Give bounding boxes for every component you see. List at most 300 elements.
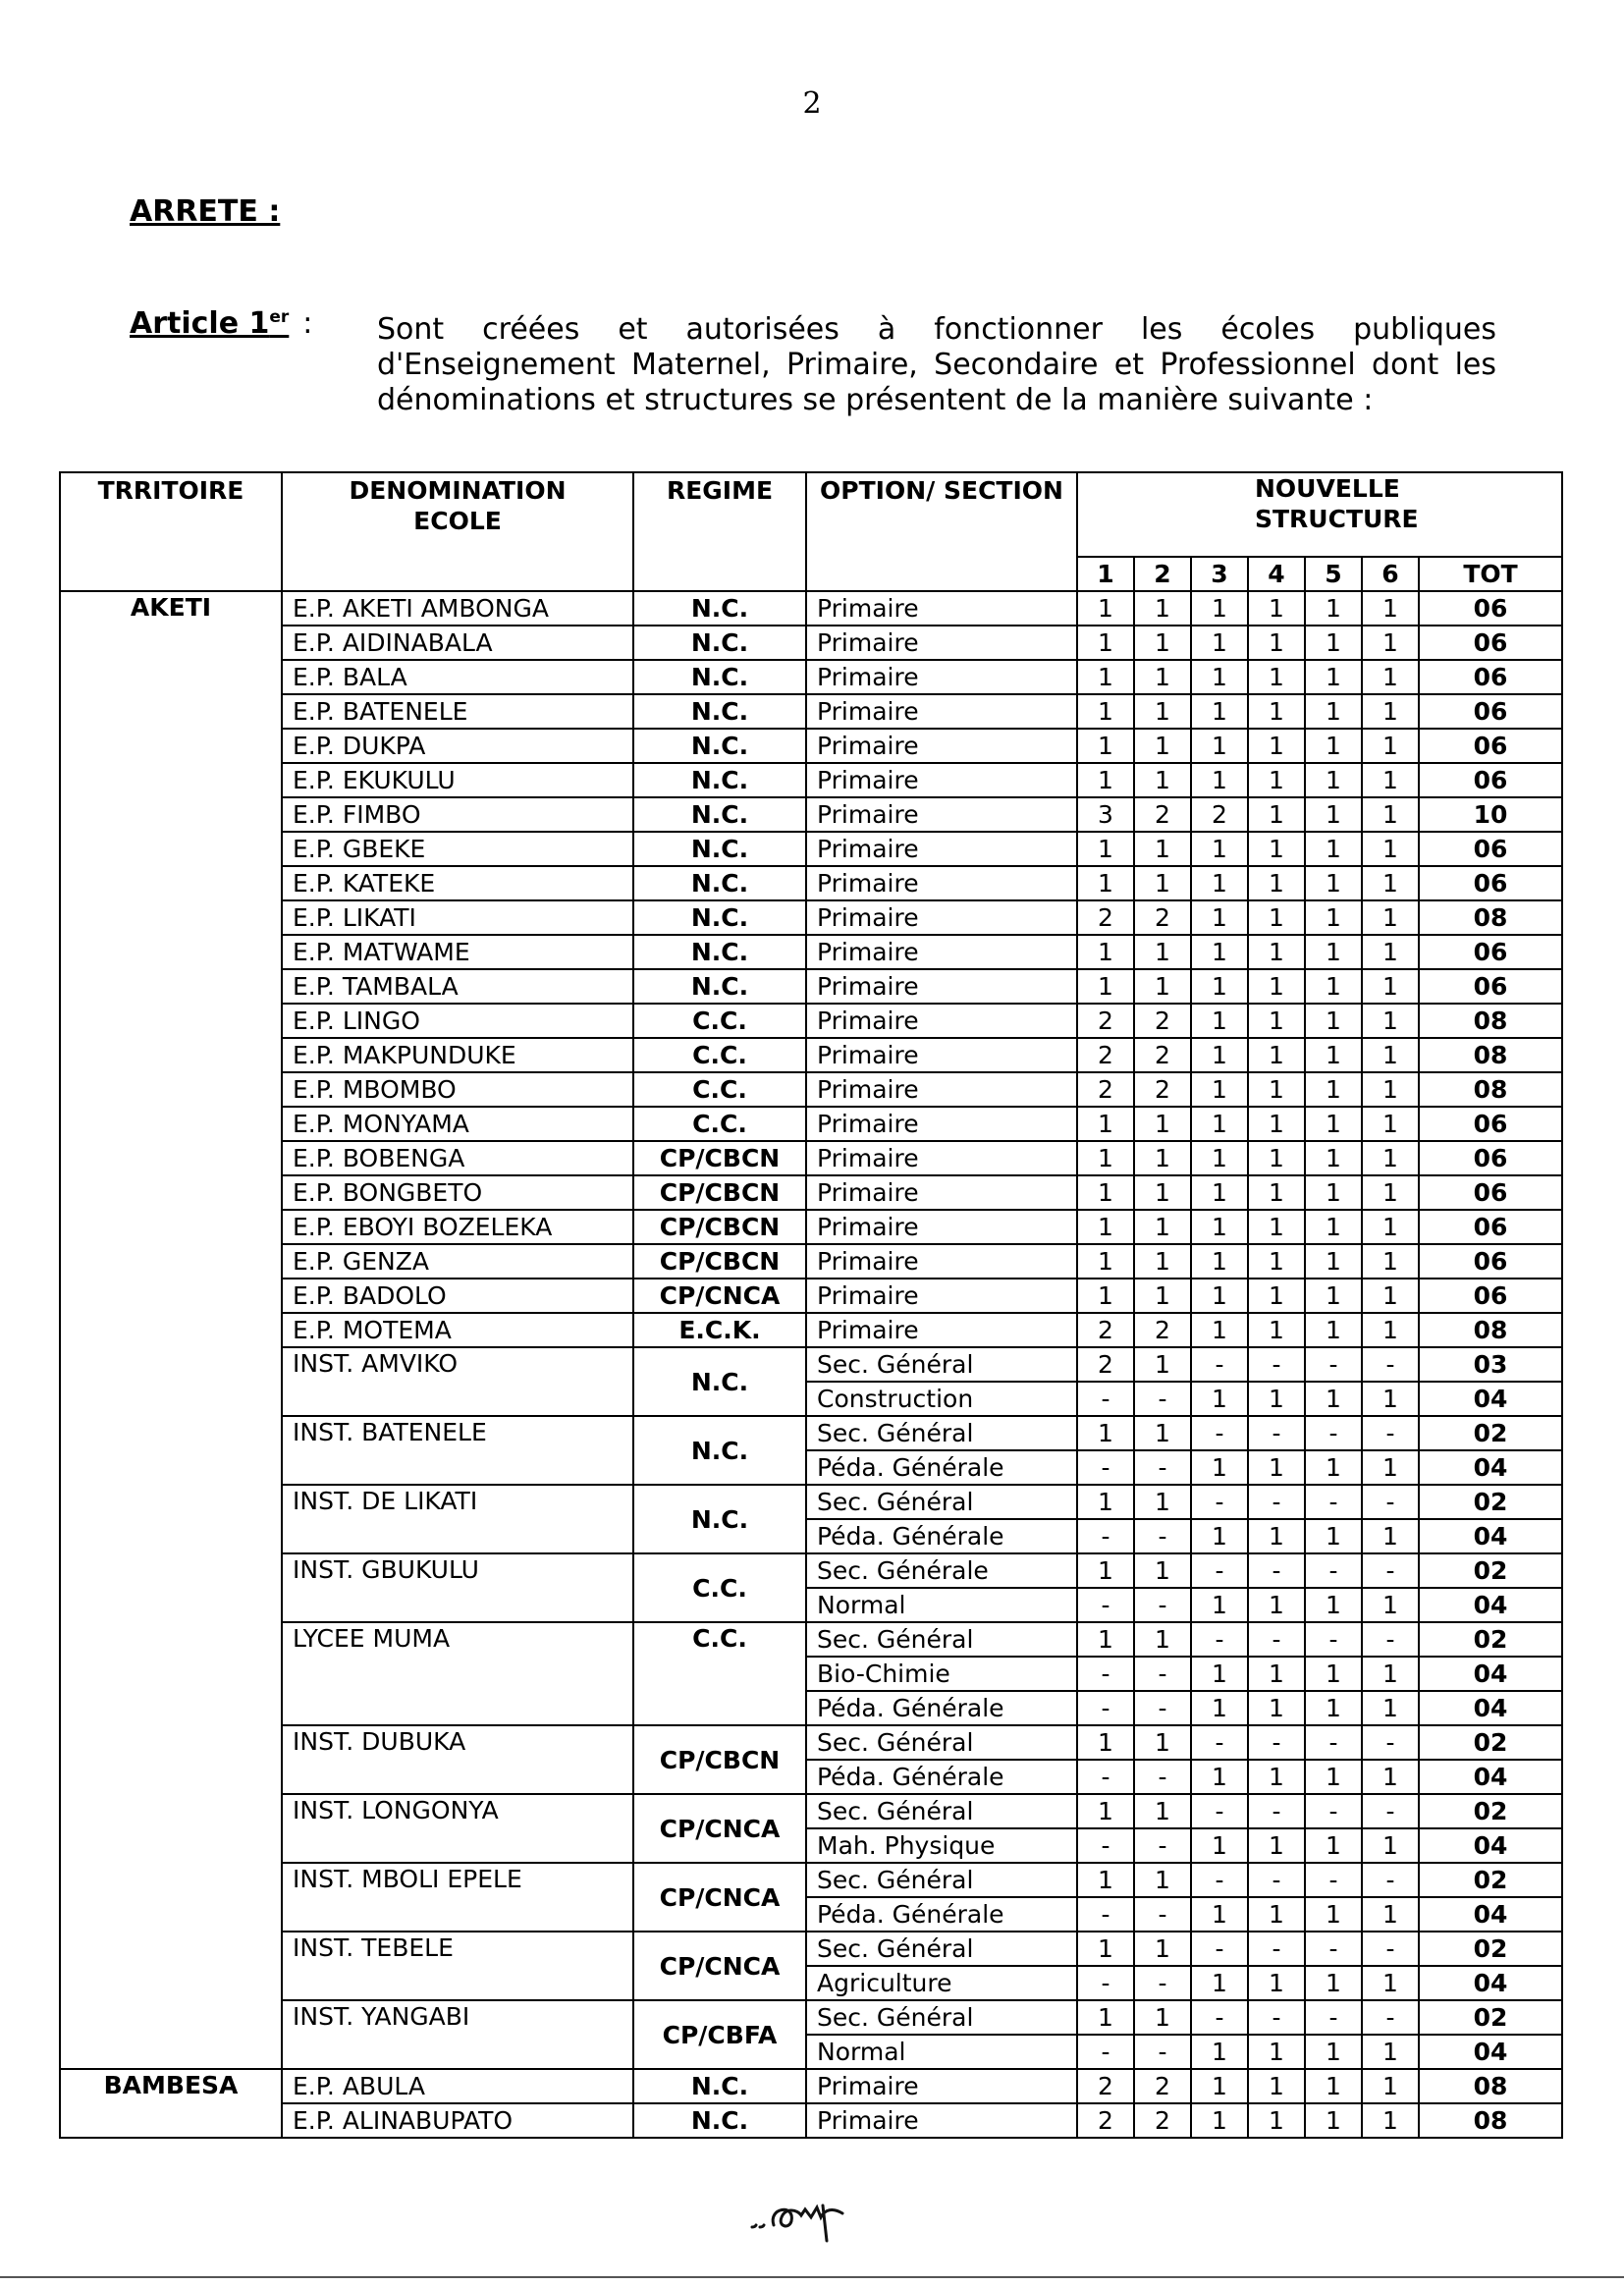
school-name-cell: E.P. ALINABUPATO <box>282 2103 633 2138</box>
level-6-cell: 1 <box>1362 1588 1419 1622</box>
total-cell: 06 <box>1419 626 1562 660</box>
school-name-cell: E.P. BONGBETO <box>282 1175 633 1210</box>
level-1-cell: 2 <box>1077 900 1134 935</box>
total-cell: 04 <box>1419 1828 1562 1863</box>
level-1-cell: - <box>1077 1382 1134 1416</box>
arrete-heading: ARRETE : <box>130 194 281 229</box>
total-cell: 06 <box>1419 660 1562 694</box>
option-cell: Primaire <box>806 832 1077 866</box>
level-1-cell: 1 <box>1077 1863 1134 1897</box>
school-name-cell: E.P. EBOYI BOZELEKA <box>282 1210 633 1244</box>
total-cell: 06 <box>1419 969 1562 1004</box>
level-1-cell: 2 <box>1077 1072 1134 1107</box>
school-name-cell: E.P. GENZA <box>282 1244 633 1279</box>
level-1-cell: 1 <box>1077 1932 1134 1966</box>
option-cell: Primaire <box>806 2069 1077 2103</box>
level-1-cell: 1 <box>1077 1794 1134 1828</box>
level-4-cell: - <box>1248 1863 1305 1897</box>
level-6-cell: - <box>1362 1622 1419 1657</box>
level-5-cell: 1 <box>1305 1210 1362 1244</box>
school-name-cell: INST. BATENELE <box>282 1416 633 1485</box>
total-cell: 06 <box>1419 1279 1562 1313</box>
level-2-cell: 1 <box>1134 1794 1191 1828</box>
school-name-cell: INST. LONGONYA <box>282 1794 633 1863</box>
school-name-cell: E.P. AIDINABALA <box>282 626 633 660</box>
level-6-cell: 1 <box>1362 1657 1419 1691</box>
school-name-cell: E.P. MAKPUNDUKE <box>282 1038 633 1072</box>
level-3-cell: 1 <box>1191 900 1248 935</box>
total-cell: 08 <box>1419 2103 1562 2138</box>
level-1-cell: 1 <box>1077 1141 1134 1175</box>
level-6-cell: 1 <box>1362 2103 1419 2138</box>
level-6-cell: - <box>1362 1347 1419 1382</box>
regime-cell: CP/CBCN <box>633 1210 806 1244</box>
level-6-cell: 1 <box>1362 1072 1419 1107</box>
level-6-cell: 1 <box>1362 1760 1419 1794</box>
school-name-cell: INST. DE LIKATI <box>282 1485 633 1553</box>
level-2-cell: 1 <box>1134 866 1191 900</box>
level-4-cell: 1 <box>1248 1691 1305 1725</box>
option-cell: Péda. Générale <box>806 1760 1077 1794</box>
option-cell: Primaire <box>806 1072 1077 1107</box>
regime-cell: C.C. <box>633 1107 806 1141</box>
level-5-cell: 1 <box>1305 2035 1362 2069</box>
level-2-cell: 1 <box>1134 660 1191 694</box>
level-5-cell: 1 <box>1305 1691 1362 1725</box>
level-2-cell: - <box>1134 1450 1191 1485</box>
level-4-cell: 1 <box>1248 935 1305 969</box>
level-3-cell: 2 <box>1191 797 1248 832</box>
level-5-cell: 1 <box>1305 2069 1362 2103</box>
level-3-cell: 1 <box>1191 1691 1248 1725</box>
school-name-cell: E.P. FIMBO <box>282 797 633 832</box>
level-2-cell: - <box>1134 1828 1191 1863</box>
level-4-cell: 1 <box>1248 1828 1305 1863</box>
level-6-cell: 1 <box>1362 626 1419 660</box>
option-cell: Primaire <box>806 866 1077 900</box>
option-cell: Péda. Générale <box>806 1450 1077 1485</box>
level-4-cell: 1 <box>1248 1107 1305 1141</box>
option-cell: Construction <box>806 1382 1077 1416</box>
regime-cell: C.C. <box>633 1038 806 1072</box>
level-6-cell: 1 <box>1362 900 1419 935</box>
level-1-cell: 2 <box>1077 1004 1134 1038</box>
level-4-cell: 1 <box>1248 729 1305 763</box>
level-5-cell: - <box>1305 1347 1362 1382</box>
level-2-cell: 1 <box>1134 1932 1191 1966</box>
level-3-cell: - <box>1191 1932 1248 1966</box>
level-4-cell: 1 <box>1248 1141 1305 1175</box>
school-name-cell: E.P. ABULA <box>282 2069 633 2103</box>
level-3-cell: 1 <box>1191 1175 1248 1210</box>
level-2-cell: 1 <box>1134 1553 1191 1588</box>
regime-cell: N.C. <box>633 763 806 797</box>
school-name-cell: INST. DUBUKA <box>282 1725 633 1794</box>
level-5-cell: 1 <box>1305 1072 1362 1107</box>
regime-cell: N.C. <box>633 900 806 935</box>
level-5-cell: - <box>1305 1553 1362 1588</box>
level-6-cell: 1 <box>1362 1244 1419 1279</box>
option-cell: Primaire <box>806 729 1077 763</box>
level-3-cell: - <box>1191 1725 1248 1760</box>
total-cell: 06 <box>1419 763 1562 797</box>
level-6-cell: 1 <box>1362 797 1419 832</box>
header-nouvelle-structure: NOUVELLE STRUCTURE <box>1077 472 1562 557</box>
level-5-cell: 1 <box>1305 763 1362 797</box>
total-cell: 10 <box>1419 797 1562 832</box>
level-6-cell: 1 <box>1362 1279 1419 1313</box>
level-2-cell: - <box>1134 1966 1191 2000</box>
total-cell: 08 <box>1419 1004 1562 1038</box>
level-3-cell: 1 <box>1191 832 1248 866</box>
school-name-cell: E.P. BATENELE <box>282 694 633 729</box>
level-6-cell: - <box>1362 1553 1419 1588</box>
level-1-cell: 1 <box>1077 2000 1134 2035</box>
level-5-cell: 1 <box>1305 2103 1362 2138</box>
total-cell: 04 <box>1419 1519 1562 1553</box>
option-cell: Primaire <box>806 969 1077 1004</box>
option-cell: Primaire <box>806 1313 1077 1347</box>
school-name-cell: E.P. MATWAME <box>282 935 633 969</box>
option-cell: Primaire <box>806 626 1077 660</box>
level-1-cell: 1 <box>1077 1553 1134 1588</box>
level-6-cell: 1 <box>1362 1313 1419 1347</box>
level-5-cell: 1 <box>1305 969 1362 1004</box>
option-cell: Sec. Général <box>806 1794 1077 1828</box>
header-level-2: 2 <box>1134 557 1191 591</box>
page-number: 2 <box>802 86 822 121</box>
school-name-cell: E.P. AKETI AMBONGA <box>282 591 633 626</box>
option-cell: Primaire <box>806 1210 1077 1244</box>
total-cell: 04 <box>1419 2035 1562 2069</box>
school-name-cell: E.P. EKUKULU <box>282 763 633 797</box>
level-3-cell: - <box>1191 1794 1248 1828</box>
level-2-cell: 1 <box>1134 1210 1191 1244</box>
school-name-cell: E.P. GBEKE <box>282 832 633 866</box>
total-cell: 04 <box>1419 1657 1562 1691</box>
regime-cell: N.C. <box>633 832 806 866</box>
level-3-cell: 1 <box>1191 1966 1248 2000</box>
regime-cell: N.C. <box>633 1485 806 1553</box>
level-3-cell: 1 <box>1191 1760 1248 1794</box>
level-4-cell: 1 <box>1248 1210 1305 1244</box>
level-2-cell: 2 <box>1134 1072 1191 1107</box>
regime-cell: N.C. <box>633 866 806 900</box>
table-row <box>60 1107 1562 1141</box>
level-6-cell: 1 <box>1362 1141 1419 1175</box>
level-4-cell: - <box>1248 1725 1305 1760</box>
regime-cell: CP/CBCN <box>633 1141 806 1175</box>
level-3-cell: - <box>1191 1863 1248 1897</box>
level-3-cell: 1 <box>1191 694 1248 729</box>
table-row <box>60 1347 1562 1382</box>
level-2-cell: 2 <box>1134 1004 1191 1038</box>
level-5-cell: - <box>1305 1794 1362 1828</box>
option-cell: Primaire <box>806 1038 1077 1072</box>
table-row <box>60 1244 1562 1279</box>
level-2-cell: 1 <box>1134 1725 1191 1760</box>
level-2-cell: 1 <box>1134 2000 1191 2035</box>
territoire-cell: BAMBESA <box>60 2069 282 2138</box>
level-2-cell: 1 <box>1134 832 1191 866</box>
level-6-cell: - <box>1362 1725 1419 1760</box>
total-cell: 06 <box>1419 1107 1562 1141</box>
level-3-cell: 1 <box>1191 729 1248 763</box>
level-2-cell: 1 <box>1134 1863 1191 1897</box>
level-1-cell: - <box>1077 1897 1134 1932</box>
option-cell: Primaire <box>806 1279 1077 1313</box>
level-1-cell: 1 <box>1077 1107 1134 1141</box>
level-2-cell: - <box>1134 1760 1191 1794</box>
level-6-cell: 1 <box>1362 1450 1419 1485</box>
level-3-cell: 1 <box>1191 1279 1248 1313</box>
header-level-tot: TOT <box>1419 557 1562 591</box>
level-5-cell: - <box>1305 2000 1362 2035</box>
level-5-cell: 1 <box>1305 1107 1362 1141</box>
level-1-cell: 1 <box>1077 1279 1134 1313</box>
school-name-cell: E.P. MONYAMA <box>282 1107 633 1141</box>
level-5-cell: 1 <box>1305 660 1362 694</box>
level-2-cell: 1 <box>1134 1244 1191 1279</box>
level-5-cell: 1 <box>1305 591 1362 626</box>
option-cell: Normal <box>806 1588 1077 1622</box>
total-cell: 02 <box>1419 1725 1562 1760</box>
total-cell: 08 <box>1419 1313 1562 1347</box>
total-cell: 04 <box>1419 1450 1562 1485</box>
level-1-cell: 1 <box>1077 1244 1134 1279</box>
total-cell: 02 <box>1419 1485 1562 1519</box>
level-5-cell: - <box>1305 1863 1362 1897</box>
regime-cell: CP/CBCN <box>633 1725 806 1794</box>
table-row <box>60 1553 1562 1588</box>
level-3-cell: 1 <box>1191 1210 1248 1244</box>
level-1-cell: - <box>1077 2035 1134 2069</box>
option-cell: Bio-Chimie <box>806 1657 1077 1691</box>
table-row <box>60 660 1562 694</box>
level-5-cell: - <box>1305 1416 1362 1450</box>
level-4-cell: 1 <box>1248 1450 1305 1485</box>
level-6-cell: 1 <box>1362 1382 1419 1416</box>
total-cell: 06 <box>1419 1244 1562 1279</box>
regime-cell: C.C. <box>633 1553 806 1622</box>
regime-cell: C.C. <box>633 1072 806 1107</box>
level-3-cell: 1 <box>1191 626 1248 660</box>
table-row <box>60 1622 1562 1657</box>
option-cell: Primaire <box>806 2103 1077 2138</box>
regime-cell: CP/CNCA <box>633 1863 806 1932</box>
option-cell: Primaire <box>806 797 1077 832</box>
table-row <box>60 935 1562 969</box>
regime-cell: N.C. <box>633 2103 806 2138</box>
level-5-cell: 1 <box>1305 1897 1362 1932</box>
level-5-cell: 1 <box>1305 1450 1362 1485</box>
level-1-cell: - <box>1077 1828 1134 1863</box>
level-1-cell: 1 <box>1077 1622 1134 1657</box>
table-row <box>60 1141 1562 1175</box>
regime-cell: CP/CNCA <box>633 1794 806 1863</box>
regime-cell: N.C. <box>633 1416 806 1485</box>
level-1-cell: 1 <box>1077 1416 1134 1450</box>
signature-initials-icon <box>746 2186 864 2245</box>
table-row <box>60 2069 1562 2103</box>
level-4-cell: 1 <box>1248 969 1305 1004</box>
school-name-cell: E.P. LIKATI <box>282 900 633 935</box>
level-3-cell: 1 <box>1191 2035 1248 2069</box>
total-cell: 06 <box>1419 935 1562 969</box>
option-cell: Sec. Générale <box>806 1553 1077 1588</box>
level-2-cell: - <box>1134 1657 1191 1691</box>
level-3-cell: - <box>1191 1622 1248 1657</box>
total-cell: 06 <box>1419 1210 1562 1244</box>
level-5-cell: 1 <box>1305 1657 1362 1691</box>
level-2-cell: 1 <box>1134 1107 1191 1141</box>
level-2-cell: 2 <box>1134 900 1191 935</box>
level-3-cell: 1 <box>1191 1313 1248 1347</box>
total-cell: 04 <box>1419 1760 1562 1794</box>
option-cell: Primaire <box>806 660 1077 694</box>
header-denomination: DENOMINATION ECOLE <box>282 472 633 591</box>
total-cell: 02 <box>1419 1932 1562 1966</box>
level-1-cell: 1 <box>1077 866 1134 900</box>
level-4-cell: 1 <box>1248 1004 1305 1038</box>
level-4-cell: - <box>1248 1416 1305 1450</box>
total-cell: 06 <box>1419 729 1562 763</box>
regime-cell: CP/CBCN <box>633 1244 806 1279</box>
level-2-cell: 1 <box>1134 1141 1191 1175</box>
option-cell: Sec. Général <box>806 1863 1077 1897</box>
level-2-cell: 1 <box>1134 694 1191 729</box>
level-4-cell: 1 <box>1248 1897 1305 1932</box>
level-4-cell: 1 <box>1248 1657 1305 1691</box>
total-cell: 04 <box>1419 1382 1562 1416</box>
level-4-cell: - <box>1248 1622 1305 1657</box>
option-cell: Primaire <box>806 591 1077 626</box>
option-cell: Normal <box>806 2035 1077 2069</box>
level-1-cell: - <box>1077 1657 1134 1691</box>
header-territoire: TRRITOIRE <box>60 472 282 591</box>
level-5-cell: 1 <box>1305 1966 1362 2000</box>
option-cell: Primaire <box>806 935 1077 969</box>
regime-cell: CP/CNCA <box>633 1279 806 1313</box>
level-4-cell: 1 <box>1248 1382 1305 1416</box>
level-5-cell: 1 <box>1305 1279 1362 1313</box>
regime-cell: E.C.K. <box>633 1313 806 1347</box>
regime-cell: N.C. <box>633 729 806 763</box>
total-cell: 03 <box>1419 1347 1562 1382</box>
level-5-cell: 1 <box>1305 626 1362 660</box>
level-3-cell: 1 <box>1191 1107 1248 1141</box>
page-bottom-rule <box>0 2276 1624 2278</box>
level-2-cell: 1 <box>1134 626 1191 660</box>
table-row <box>60 1038 1562 1072</box>
level-3-cell: - <box>1191 1485 1248 1519</box>
level-6-cell: - <box>1362 1416 1419 1450</box>
level-1-cell: 1 <box>1077 694 1134 729</box>
table-row <box>60 1725 1562 1760</box>
option-cell: Primaire <box>806 1141 1077 1175</box>
level-6-cell: 1 <box>1362 1175 1419 1210</box>
school-name-cell: E.P. MOTEMA <box>282 1313 633 1347</box>
level-2-cell: 1 <box>1134 1485 1191 1519</box>
level-2-cell: 1 <box>1134 1175 1191 1210</box>
school-name-cell: INST. YANGABI <box>282 2000 633 2069</box>
article-colon: : <box>302 306 313 341</box>
level-4-cell: 1 <box>1248 2069 1305 2103</box>
total-cell: 06 <box>1419 591 1562 626</box>
option-cell: Primaire <box>806 694 1077 729</box>
level-3-cell: 1 <box>1191 935 1248 969</box>
level-4-cell: 1 <box>1248 1313 1305 1347</box>
level-1-cell: 2 <box>1077 1347 1134 1382</box>
school-name-cell: E.P. KATEKE <box>282 866 633 900</box>
header-regime: REGIME <box>633 472 806 591</box>
level-3-cell: 1 <box>1191 1588 1248 1622</box>
level-3-cell: 1 <box>1191 1038 1248 1072</box>
level-6-cell: 1 <box>1362 1210 1419 1244</box>
level-2-cell: 1 <box>1134 935 1191 969</box>
option-cell: Sec. Général <box>806 1485 1077 1519</box>
level-4-cell: 1 <box>1248 1760 1305 1794</box>
option-cell: Agriculture <box>806 1966 1077 2000</box>
table-row <box>60 1863 1562 1897</box>
level-4-cell: 1 <box>1248 1038 1305 1072</box>
level-3-cell: - <box>1191 1416 1248 1450</box>
level-2-cell: 2 <box>1134 797 1191 832</box>
level-4-cell: 1 <box>1248 1279 1305 1313</box>
table-row <box>60 1004 1562 1038</box>
level-1-cell: 1 <box>1077 969 1134 1004</box>
regime-cell: N.C. <box>633 626 806 660</box>
total-cell: 08 <box>1419 900 1562 935</box>
regime-cell: N.C. <box>633 591 806 626</box>
total-cell: 08 <box>1419 2069 1562 2103</box>
total-cell: 06 <box>1419 694 1562 729</box>
level-1-cell: 1 <box>1077 660 1134 694</box>
table-row <box>60 2000 1562 2035</box>
level-2-cell: 2 <box>1134 1313 1191 1347</box>
regime-cell: C.C. <box>633 1004 806 1038</box>
table-row <box>60 1794 1562 1828</box>
level-3-cell: 1 <box>1191 1657 1248 1691</box>
regime-cell: N.C. <box>633 935 806 969</box>
level-2-cell: 1 <box>1134 1622 1191 1657</box>
level-4-cell: 1 <box>1248 660 1305 694</box>
header-level-6: 6 <box>1362 557 1419 591</box>
school-name-cell: INST. AMVIKO <box>282 1347 633 1416</box>
level-1-cell: 1 <box>1077 1725 1134 1760</box>
level-4-cell: 1 <box>1248 763 1305 797</box>
level-3-cell: 1 <box>1191 1828 1248 1863</box>
level-5-cell: - <box>1305 1932 1362 1966</box>
option-cell: Sec. Général <box>806 1347 1077 1382</box>
level-6-cell: 1 <box>1362 660 1419 694</box>
level-4-cell: 1 <box>1248 832 1305 866</box>
level-4-cell: 1 <box>1248 866 1305 900</box>
level-5-cell: - <box>1305 1485 1362 1519</box>
level-5-cell: 1 <box>1305 1313 1362 1347</box>
level-4-cell: 1 <box>1248 626 1305 660</box>
level-6-cell: 1 <box>1362 1966 1419 2000</box>
table-row <box>60 1175 1562 1210</box>
level-5-cell: 1 <box>1305 1760 1362 1794</box>
school-name-cell: INST. MBOLI EPELE <box>282 1863 633 1932</box>
level-6-cell: 1 <box>1362 763 1419 797</box>
level-4-cell: 1 <box>1248 1966 1305 2000</box>
level-3-cell: - <box>1191 2000 1248 2035</box>
level-5-cell: 1 <box>1305 935 1362 969</box>
level-4-cell: 1 <box>1248 694 1305 729</box>
level-4-cell: 1 <box>1248 797 1305 832</box>
